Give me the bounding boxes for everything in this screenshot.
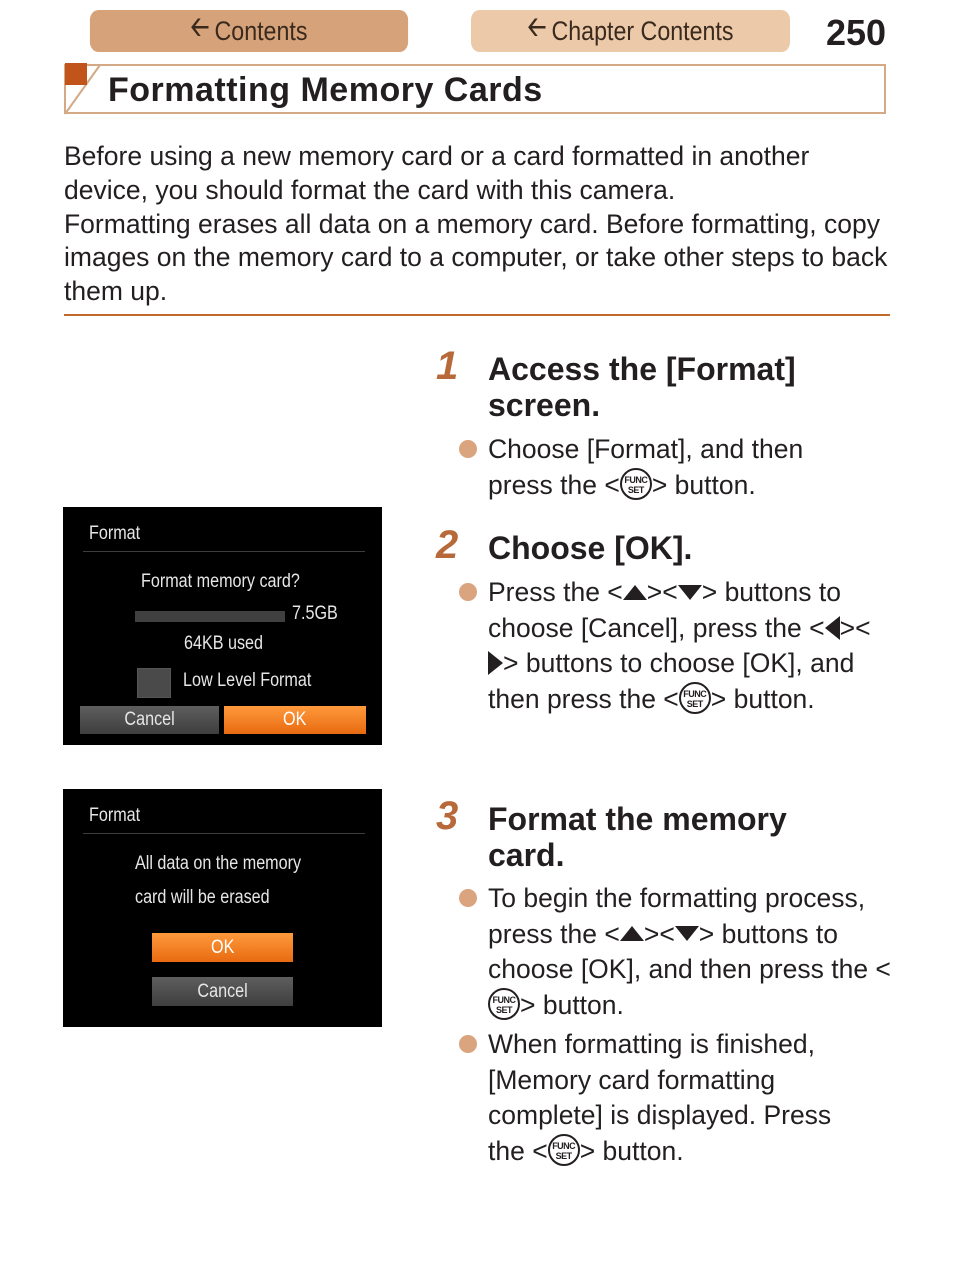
format-question: Format memory card?: [141, 571, 300, 592]
step-2-title: Choose [OK].: [488, 530, 693, 566]
text: > button.: [651, 469, 756, 500]
section-divider: [64, 314, 890, 316]
intro-text: [64, 140, 890, 309]
up-arrow-icon: [623, 585, 647, 600]
step-2-number: 2: [436, 523, 459, 567]
ok-label: OK: [283, 709, 307, 730]
screen-divider: [83, 833, 365, 834]
step-2-bullet-1: [488, 575, 873, 718]
arrow-left-icon: 🡠: [527, 12, 547, 42]
warning-line-2: card will be erased: [135, 887, 270, 908]
intro-paragraph-2: Formatting erases all data on a memory card. Before formatting, copy images on the memory card to a computer, or take other steps to back them up.: [64, 208, 888, 307]
cancel-button[interactable]: [80, 706, 219, 734]
contents-label: Contents: [214, 15, 308, 46]
text: ><: [646, 577, 678, 607]
func-set-button-icon: [548, 1134, 580, 1166]
ok-button[interactable]: [224, 706, 366, 734]
chapter-contents-button[interactable]: [471, 10, 790, 52]
func-label: FUNC: [552, 1141, 576, 1152]
text: When formatting is finished, [Memory card formatting complete] is displayed. Press the <: [488, 1029, 832, 1167]
ok-label: OK: [210, 936, 235, 958]
step-3-bullet-2: [488, 1027, 868, 1170]
capacity-bar: [135, 611, 285, 622]
cancel-button[interactable]: [152, 977, 293, 1006]
set-label: SET: [627, 484, 644, 495]
text: Press the <: [488, 577, 623, 607]
screen-title: Format: [89, 805, 141, 826]
text: > buttons to choose [OK], and then press the <: [488, 918, 891, 985]
used-space: 64KB used: [184, 633, 264, 654]
step-3-title: Format the memory card.: [488, 801, 787, 873]
step-1-number: 1: [436, 344, 459, 388]
set-label: SET: [555, 1151, 572, 1162]
step-3-number: 3: [436, 794, 459, 838]
text: > buttons to choose [Cancel], press the <: [488, 577, 841, 643]
page-title: Formatting Memory Cards: [108, 71, 543, 109]
screen-divider: [83, 551, 365, 552]
func-set-button-icon: [488, 988, 520, 1020]
func-set-button-icon: [679, 682, 711, 714]
ok-button[interactable]: [152, 933, 293, 962]
camera-screen-erase-warning: [63, 789, 382, 1027]
left-arrow-icon: [825, 616, 840, 640]
arrow-left-icon: 🡠: [190, 12, 210, 42]
low-level-format-label: Low Level Format: [183, 670, 312, 691]
text: To begin the formatting process, press the <: [488, 883, 866, 949]
step-1-bullet-1: [488, 432, 833, 503]
text: Choose [Format], and then press the <: [488, 434, 804, 500]
set-label: SET: [686, 699, 703, 710]
text: > button.: [520, 990, 624, 1021]
step-1-title: Access the [Format] screen.: [488, 351, 796, 423]
chapter-contents-label: Chapter Contents: [551, 15, 734, 46]
func-label: FUNC: [624, 474, 648, 485]
text: ><: [839, 612, 871, 643]
bullet-dot: [459, 889, 477, 907]
text: > button.: [710, 684, 815, 715]
text: > buttons to choose [OK], and then press the <: [488, 648, 855, 715]
up-arrow-icon: [620, 926, 644, 941]
text: ><: [643, 918, 675, 949]
low-level-format-checkbox[interactable]: [137, 668, 171, 698]
intro-paragraph-1: Before using a new memory card or a card formatted in another device, you should format the card with this camera.: [64, 141, 810, 205]
cancel-label: Cancel: [124, 709, 175, 730]
right-arrow-icon: [488, 651, 503, 675]
bullet-dot: [459, 583, 477, 601]
title-marker-square: [65, 63, 87, 85]
screen-title: Format: [89, 523, 141, 544]
cancel-label: Cancel: [197, 980, 248, 1002]
text: > button.: [579, 1136, 684, 1167]
down-arrow-icon: [678, 585, 702, 600]
func-label: FUNC: [683, 689, 707, 700]
step-3-bullet-1: [488, 881, 893, 1024]
bullet-dot: [459, 1035, 477, 1053]
contents-button[interactable]: [90, 10, 408, 52]
capacity-value: 7.5GB: [292, 603, 338, 624]
warning-line-1: All data on the memory: [135, 853, 302, 874]
down-arrow-icon: [675, 926, 699, 941]
set-label: SET: [495, 1005, 512, 1016]
camera-screen-format-confirm: [63, 507, 382, 745]
func-label: FUNC: [492, 995, 516, 1006]
func-set-button-icon: [620, 468, 652, 500]
bullet-dot: [459, 440, 477, 458]
page-number: 250: [826, 12, 887, 53]
